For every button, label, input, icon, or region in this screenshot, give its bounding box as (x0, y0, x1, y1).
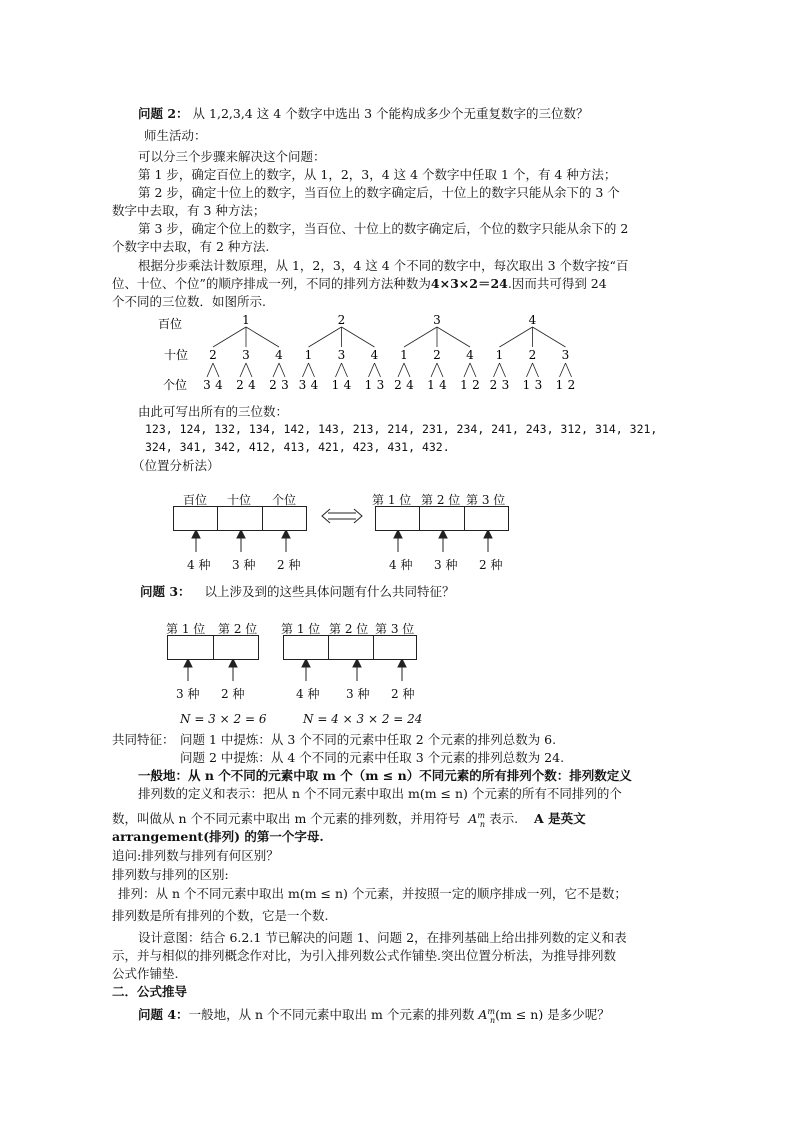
tree-node-ones: 3 (376, 378, 385, 392)
difference-line2: 排列数是所有排列的个数，它是一个数. (112, 908, 329, 923)
d2-up-arrows-icon (160, 659, 420, 683)
tree-node-ones: 1 (460, 378, 468, 392)
tree-branch (336, 363, 342, 377)
rule-formula: 4×3×2＝24 (430, 276, 508, 291)
tree-branch (464, 363, 470, 377)
difference-title: 排列数与排列的区别: (112, 867, 229, 882)
common-line1: 问题 1 中提炼：从 3 个不同的元素中任取 2 个元素的排列总数为 6. (180, 732, 557, 747)
tree-branch (527, 363, 533, 377)
q2-text: 从 1,2,3,4 这 4 个数字中选出 3 个能构成多少个无重复数字的三位数？ (192, 106, 589, 121)
tree-branch (303, 363, 309, 377)
tree-node-tens: 3 (561, 348, 570, 362)
tree-node-ones: 4 (248, 378, 256, 392)
tree-branch (279, 363, 285, 377)
definition-line3: arrangement(排列) 的第一个字母. (112, 829, 324, 844)
tree-branch (431, 363, 437, 377)
q3-label: 问题 3： (140, 584, 191, 599)
tree-branch (437, 327, 470, 347)
d2-count-4r: 4 种 (296, 687, 320, 701)
d2-header-r2: 第 2 位 (329, 622, 369, 636)
equation-right: N = 4 × 3 × 2 = 24 (303, 712, 423, 726)
tree-node-tens: 1 (495, 348, 504, 362)
d2-count-3: 3 种 (176, 687, 200, 701)
rule-text: 位、十位、个位”的顺序排成一列，不同的排列方法种数为 (112, 276, 431, 291)
tree-node-ones: 2 (567, 378, 576, 392)
tree-branch (342, 327, 375, 347)
position-method: （位置分析法） (132, 458, 220, 473)
q4-block (138, 1003, 610, 1029)
count-2: 2 种 (277, 558, 301, 572)
tree-branch (494, 363, 500, 377)
tree-node-tens: 4 (466, 348, 474, 362)
rule-line3: 个不同的三位数．如图所示. (112, 294, 266, 309)
d2-header-pos1: 第 1 位 (166, 622, 206, 636)
count-2-right: 2 种 (479, 558, 503, 572)
d2-count-2r: 2 种 (391, 687, 415, 701)
list-intro: 由此可写出所有的三位数： (138, 404, 289, 419)
section-heading: 二．公式推导 (112, 984, 188, 999)
tree-branch (342, 363, 348, 377)
activity-label: 师生活动： (144, 128, 207, 143)
rule-line2 (112, 275, 607, 292)
arrangement-symbol: $A^m_n$ (468, 811, 486, 829)
tree-node-hundreds: 2 (337, 313, 346, 327)
tree-branch (207, 363, 213, 377)
slot-box-right (375, 506, 509, 531)
definition-line1: 排列数的定义和表示：把从 n 个不同元素中取出 m(m ≤ n) 个元素的所有不同排列的个 (138, 786, 622, 801)
tree-branch (309, 363, 315, 377)
tree-node-tens: 2 (528, 348, 537, 362)
tree-branch (213, 327, 246, 347)
d2-slot-box-left (167, 635, 259, 660)
tree-branch (404, 363, 410, 377)
d2-slot-box-right (283, 635, 417, 660)
step3-line1: 第 3 步，确定个位上的数字，当百位、十位上的数字确定后，个位的数字只能从余下的 2 (138, 221, 629, 236)
tree-node-ones: 4 (215, 378, 223, 392)
header-tens: 十位 (227, 493, 252, 507)
q4-text: 一般地，从 n 个不同元素中取出 m 个元素的排列数 (188, 1007, 475, 1023)
tree-branch (309, 327, 342, 347)
tree-node-ones: 2 (472, 378, 480, 392)
row-label-ones: 个位 (162, 378, 188, 392)
q2-block (138, 105, 589, 122)
design-line1: 设计意图：结合 6.2.1 节已解决的问题 1、问题 2，在排列基础上给出排列数的定义和表 (138, 930, 627, 945)
tree-node-ones: 1 (555, 378, 564, 392)
tree-node-ones: 3 (281, 378, 289, 392)
design-line2: 示，并与相似的排列概念作对比，为引入排列数公式作铺垫.突出位置分析法，为推导排列数 (112, 948, 616, 963)
tree-node-tens: 4 (275, 348, 283, 362)
d2-header-r3: 第 3 位 (375, 622, 415, 636)
tree-branch (533, 363, 539, 377)
d2-count-3r: 3 种 (346, 687, 370, 701)
slot-box-left (173, 506, 307, 531)
d2-header-pos2: 第 2 位 (218, 622, 258, 636)
d2-header-r1: 第 1 位 (281, 622, 321, 636)
tree-branch (533, 327, 566, 347)
tree-node-tens: 2 (209, 348, 217, 362)
step2-line2: 数字中去取，有 3 种方法； (112, 203, 266, 218)
row-label-tens: 十位 (163, 348, 189, 362)
tree-node-hundreds: 3 (433, 313, 441, 327)
tree-node-hundreds: 1 (242, 313, 250, 327)
tree-node-ones: 3 (298, 378, 307, 392)
tree-diagram (150, 310, 610, 396)
tree-node-ones: 2 (394, 378, 402, 392)
rule-line1: 根据分步乘法计数原理，从 1，2，3，4 这 4 个不同的数字中，每次取出 3 个数字按“百 (138, 258, 629, 273)
count-4-right: 4 种 (389, 558, 413, 572)
tree-branch (404, 327, 437, 347)
para-intro: 可以分三个步骤来解决这个问题： (138, 149, 326, 164)
tree-node-ones: 4 (310, 378, 319, 392)
step2-line1: 第 2 步，确定十位上的数字，当百位上的数字确定后，十位上的数字只能从余下的 3 个 (138, 185, 620, 200)
definition-note: A 是英文 (534, 811, 586, 827)
numbers-line2: 324, 341, 342, 412, 413, 421, 423, 431, 432. (145, 440, 450, 454)
count-3: 3 种 (232, 558, 256, 572)
tree-branch (246, 327, 279, 347)
step1: 第 1 步，确定百位上的数字，从 1，2，3，4 这 4 个数字中任取 1 个，有 4 种方法； (138, 167, 617, 182)
rule-text-end: .因而共可得到 24 (507, 276, 607, 291)
count-3-right: 3 种 (434, 558, 458, 572)
tree-node-tens: 3 (242, 348, 250, 362)
tree-node-ones: 3 (501, 378, 510, 392)
header-ones: 个位 (272, 493, 297, 507)
equation-left: N = 3 × 2 = 6 (180, 712, 267, 726)
tree-node-ones: 3 (203, 378, 211, 392)
tree-node-ones: 2 (489, 378, 498, 392)
difference-line1: 排列：从 n 个不同元素中取出 m(m ≤ n) 个元素，并按照一定的顺序排成一列，它不是数； (118, 886, 627, 901)
tree-node-ones: 2 (269, 378, 277, 392)
tree-branch (437, 363, 443, 377)
design-line3: 公式作铺垫. (112, 966, 179, 981)
general-statement: 一般地：从 n 个不同的元素中取 m 个（m ≤ n）不同元素的所有排列个数：排列数定义 (138, 768, 632, 783)
definition-text: 数，叫做从 n 个不同元素中取出 m 个元素的排列数，并用符号 (112, 811, 461, 827)
tree-node-ones: 4 (439, 378, 447, 392)
tree-node-ones: 1 (427, 378, 435, 392)
tree-branch (213, 363, 219, 377)
tree-node-tens: 4 (370, 348, 379, 362)
tree-node-ones: 2 (236, 378, 244, 392)
tree-branch (398, 363, 404, 377)
double-arrow-icon (320, 508, 364, 524)
numbers-line1: 123, 124, 132, 134, 142, 143, 213, 214, 231, 234, 241, 243, 312, 314, 321, (145, 422, 658, 436)
common-label: 共同特征： (112, 732, 175, 747)
tree-node-tens: 3 (337, 348, 346, 362)
up-arrows-icon (170, 530, 510, 554)
header-pos2: 第 2 位 (421, 493, 461, 507)
tree-branch (246, 363, 252, 377)
q3-block (140, 583, 455, 600)
q4-text-end: (m ≤ n) 是多少呢？ (495, 1007, 610, 1023)
tree-branch (560, 363, 566, 377)
q3-text: 以上涉及到的这些具体问题有什么共同特征？ (204, 584, 455, 599)
definition-text-2: 表示. (489, 811, 519, 827)
tree-branch (566, 363, 572, 377)
tree-node-tens: 2 (433, 348, 441, 362)
tree-branch (369, 363, 375, 377)
row-label-hundreds: 百位 (157, 317, 183, 331)
d2-count-2: 2 种 (221, 687, 245, 701)
follow-up-question: 追问:排列数与排列有何区别？ (112, 848, 279, 863)
tree-branch (500, 363, 506, 377)
header-hundreds: 百位 (183, 493, 208, 507)
tree-node-ones: 1 (331, 378, 340, 392)
tree-node-tens: 1 (304, 348, 313, 362)
common-line2: 问题 2 中提炼：从 4 个不同的元素中任取 3 个元素的排列总数为 24. (180, 750, 565, 765)
tree-branch (500, 327, 533, 347)
header-pos3: 第 3 位 (466, 493, 506, 507)
tree-node-ones: 4 (406, 378, 414, 392)
tree-branch (240, 363, 246, 377)
tree-node-ones: 1 (364, 378, 373, 392)
tree-branch (470, 363, 476, 377)
tree-branch (273, 363, 279, 377)
tree-node-hundreds: 4 (528, 313, 537, 327)
tree-node-tens: 1 (400, 348, 408, 362)
q4-symbol: $A^m_n$ (478, 1007, 496, 1025)
tree-node-ones: 1 (522, 378, 531, 392)
q4-label: 问题 4： (138, 1007, 189, 1023)
count-4: 4 种 (187, 558, 211, 572)
q2-label: 问题 2： (138, 106, 189, 121)
tree-node-ones: 4 (343, 378, 352, 392)
tree-branch (375, 363, 381, 377)
step3-line2: 个数字中去取，有 2 种方法. (112, 239, 270, 254)
tree-node-ones: 3 (534, 378, 543, 392)
header-pos1: 第 1 位 (372, 493, 412, 507)
